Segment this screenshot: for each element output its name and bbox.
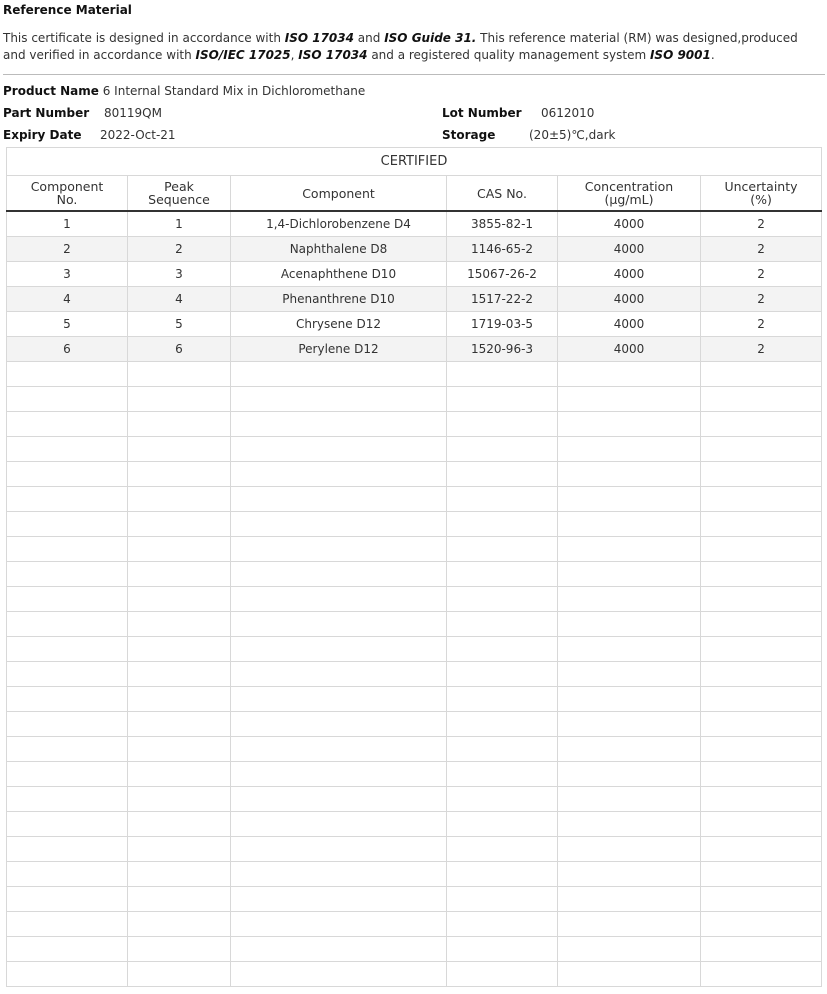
empty-cell [128,487,231,512]
cell-component: Acenaphthene D10 [231,262,447,287]
intro-text: , [290,48,299,62]
empty-cell [128,412,231,437]
empty-cell [231,762,447,787]
empty-cell [128,362,231,387]
empty-cell [447,887,558,912]
empty-cell [558,637,701,662]
iso-reference: ISO 17034 [298,48,368,62]
empty-table-row [7,662,822,687]
empty-cell [701,912,822,937]
empty-cell [558,862,701,887]
part-number-value: 80119QM [104,106,162,120]
table-caption: CERTIFIED [7,148,822,176]
empty-cell [447,687,558,712]
empty-cell [447,962,558,987]
cell-peak-sequence: 4 [128,287,231,312]
empty-cell [231,487,447,512]
empty-cell [447,387,558,412]
empty-cell [447,637,558,662]
empty-cell [128,637,231,662]
empty-table-row [7,462,822,487]
table-row [7,237,822,262]
header-peak-sequence [128,176,231,212]
header-line: Uncertainty [724,179,798,194]
part-number-label: Part Number [3,106,90,120]
empty-cell [7,362,128,387]
cell-cas-no: 1146-65-2 [447,237,558,262]
empty-cell [7,687,128,712]
empty-cell [447,937,558,962]
empty-cell [701,887,822,912]
empty-table-row [7,437,822,462]
cell-concentration: 4000 [558,237,701,262]
header-component: Component [231,176,447,212]
table-row [7,211,822,237]
empty-cell [701,362,822,387]
cell-component-no: 4 [7,287,128,312]
empty-table-row [7,512,822,537]
cell-peak-sequence: 6 [128,337,231,362]
empty-cell [7,787,128,812]
empty-cell [447,837,558,862]
empty-cell [447,612,558,637]
empty-cell [701,812,822,837]
header-line: No. [56,192,78,207]
empty-cell [558,837,701,862]
header-line: Peak [164,179,194,194]
empty-cell [701,962,822,987]
storage-label-wrap [442,128,495,142]
empty-cell [231,862,447,887]
empty-table-row [7,887,822,912]
empty-cell [128,887,231,912]
cell-component: Perylene D12 [231,337,447,362]
empty-cell [558,437,701,462]
iso-reference: ISO Guide 31. [384,31,477,45]
empty-cell [701,437,822,462]
empty-cell [128,762,231,787]
empty-cell [558,687,701,712]
empty-cell [447,487,558,512]
empty-cell [701,862,822,887]
header-line: (µg/mL) [604,192,654,207]
cell-uncertainty: 2 [701,312,822,337]
empty-cell [701,937,822,962]
iso-reference: ISO/IEC 17025 [195,48,291,62]
cell-uncertainty: 2 [701,211,822,237]
empty-cell [558,887,701,912]
empty-cell [701,787,822,812]
empty-table-row [7,537,822,562]
empty-cell [7,512,128,537]
cell-peak-sequence: 1 [128,211,231,237]
cell-cas-no: 1517-22-2 [447,287,558,312]
intro-text: This certificate is designed in accordance with [3,31,285,45]
empty-cell [447,762,558,787]
empty-table-row [7,712,822,737]
header-line: Concentration [584,179,674,194]
empty-cell [231,962,447,987]
empty-cell [7,837,128,862]
empty-cell [231,362,447,387]
empty-cell [701,412,822,437]
empty-table-row [7,837,822,862]
empty-cell [7,762,128,787]
empty-cell [558,787,701,812]
empty-cell [128,862,231,887]
empty-cell [558,662,701,687]
cell-uncertainty: 2 [701,337,822,362]
empty-cell [701,637,822,662]
empty-cell [701,387,822,412]
product-name-field [3,84,365,98]
empty-table-row [7,937,822,962]
empty-cell [447,662,558,687]
empty-table-row [7,637,822,662]
empty-cell [7,712,128,737]
header-line: (%) [750,192,772,207]
empty-cell [231,662,447,687]
lot-number-label-wrap [442,106,522,120]
cell-peak-sequence: 2 [128,237,231,262]
cell-component: 1,4-Dichlorobenzene D4 [231,211,447,237]
cell-cas-no: 1719-03-5 [447,312,558,337]
cell-cas-no: 3855-82-1 [447,211,558,237]
cell-component: Naphthalene D8 [231,237,447,262]
empty-cell [128,562,231,587]
empty-cell [558,737,701,762]
empty-cell [128,687,231,712]
empty-table-row [7,587,822,612]
intro-text: and [353,31,385,45]
cell-uncertainty: 2 [701,262,822,287]
empty-cell [447,362,558,387]
cell-concentration: 4000 [558,262,701,287]
empty-cell [558,487,701,512]
empty-cell [231,912,447,937]
cell-concentration: 4000 [558,287,701,312]
empty-cell [447,587,558,612]
empty-cell [558,362,701,387]
empty-cell [231,612,447,637]
empty-cell [447,862,558,887]
empty-cell [701,712,822,737]
empty-cell [231,437,447,462]
iso-reference: ISO 17034 [284,31,354,45]
empty-cell [128,712,231,737]
empty-cell [701,537,822,562]
expiry-date-label-wrap [3,128,82,142]
empty-cell [231,737,447,762]
empty-table-row [7,687,822,712]
empty-cell [447,712,558,737]
intro-text: and a registered quality management system [367,48,650,62]
empty-table-row [7,737,822,762]
empty-cell [231,812,447,837]
empty-cell [7,562,128,587]
empty-cell [7,962,128,987]
empty-cell [231,562,447,587]
empty-cell [7,462,128,487]
empty-cell [558,537,701,562]
cell-component: Phenanthrene D10 [231,287,447,312]
intro-text: . [710,48,715,62]
table-row [7,337,822,362]
table-row [7,262,822,287]
empty-cell [128,462,231,487]
empty-cell [128,387,231,412]
empty-cell [447,787,558,812]
table-row [7,287,822,312]
empty-cell [231,712,447,737]
empty-cell [701,687,822,712]
section-title: Reference Material [3,3,132,17]
empty-cell [701,612,822,637]
intro-text: This reference material (RM) was designed,produced and verified in accordance with [3,31,798,62]
empty-cell [7,487,128,512]
empty-cell [447,437,558,462]
empty-cell [128,837,231,862]
empty-cell [701,737,822,762]
empty-cell [128,662,231,687]
lot-number-label: Lot Number [442,106,522,120]
empty-cell [701,837,822,862]
empty-cell [447,462,558,487]
cell-peak-sequence: 3 [128,262,231,287]
header-uncertainty [701,176,822,212]
empty-cell [7,812,128,837]
empty-cell [447,812,558,837]
empty-cell [7,612,128,637]
table-row [7,312,822,337]
expiry-date-label: Expiry Date [3,128,82,142]
empty-table-row [7,912,822,937]
empty-cell [558,612,701,637]
cell-uncertainty: 2 [701,287,822,312]
empty-cell [128,787,231,812]
cell-peak-sequence: 5 [128,312,231,337]
empty-table-row [7,362,822,387]
empty-table-row [7,562,822,587]
empty-cell [558,812,701,837]
empty-cell [7,437,128,462]
empty-cell [7,662,128,687]
cell-component-no: 1 [7,211,128,237]
empty-cell [7,937,128,962]
empty-cell [558,587,701,612]
empty-cell [231,537,447,562]
iso-reference: ISO 9001 [649,48,711,62]
empty-cell [128,812,231,837]
empty-cell [701,662,822,687]
empty-cell [558,562,701,587]
empty-cell [128,437,231,462]
cell-concentration: 4000 [558,312,701,337]
empty-cell [128,512,231,537]
empty-cell [558,512,701,537]
lot-number-value: 0612010 [541,106,595,120]
empty-cell [447,912,558,937]
storage-label: Storage [442,128,496,142]
cell-component-no: 5 [7,312,128,337]
header-line: Sequence [148,192,210,207]
empty-cell [128,962,231,987]
table-header-row [7,176,822,212]
cell-component-no: 3 [7,262,128,287]
empty-cell [558,762,701,787]
empty-cell [231,687,447,712]
empty-cell [558,412,701,437]
empty-cell [231,637,447,662]
cell-concentration: 4000 [558,211,701,237]
empty-table-row [7,862,822,887]
empty-cell [701,587,822,612]
header-component-no [7,176,128,212]
empty-cell [558,937,701,962]
header-concentration [558,176,701,212]
empty-cell [128,937,231,962]
empty-table-row [7,812,822,837]
empty-cell [128,612,231,637]
empty-cell [558,912,701,937]
empty-cell [558,962,701,987]
empty-cell [701,462,822,487]
cell-component-no: 2 [7,237,128,262]
empty-table-row [7,412,822,437]
empty-cell [7,912,128,937]
empty-cell [128,587,231,612]
empty-cell [447,737,558,762]
cell-uncertainty: 2 [701,237,822,262]
empty-cell [558,712,701,737]
product-name-label: Product Name [3,84,99,98]
cell-cas-no: 15067-26-2 [447,262,558,287]
empty-cell [231,887,447,912]
cell-cas-no: 1520-96-3 [447,337,558,362]
empty-cell [701,562,822,587]
empty-cell [701,512,822,537]
empty-rows [7,362,822,987]
empty-cell [231,837,447,862]
empty-cell [7,737,128,762]
empty-cell [231,512,447,537]
empty-cell [7,537,128,562]
cell-concentration: 4000 [558,337,701,362]
empty-cell [7,637,128,662]
cell-component: Chrysene D12 [231,312,447,337]
empty-cell [231,587,447,612]
empty-cell [231,462,447,487]
empty-table-row [7,487,822,512]
divider [3,74,825,75]
empty-cell [701,487,822,512]
certified-table [6,147,822,987]
product-name-value: 6 Internal Standard Mix in Dichloromethane [102,84,366,98]
empty-cell [7,587,128,612]
expiry-date-value: 2022-Oct-21 [100,128,176,142]
empty-cell [558,462,701,487]
storage-value: (20±5)℃,dark [529,128,616,142]
empty-cell [7,887,128,912]
empty-cell [447,512,558,537]
empty-cell [447,537,558,562]
empty-cell [231,387,447,412]
part-number-label-wrap [3,106,89,120]
cell-component-no: 6 [7,337,128,362]
empty-table-row [7,962,822,987]
empty-table-row [7,787,822,812]
empty-table-row [7,387,822,412]
empty-cell [231,937,447,962]
empty-table-row [7,762,822,787]
empty-cell [701,762,822,787]
empty-cell [231,787,447,812]
empty-cell [447,562,558,587]
empty-cell [7,387,128,412]
header-cas-no: CAS No. [447,176,558,212]
empty-cell [558,387,701,412]
empty-table-row [7,612,822,637]
empty-cell [7,862,128,887]
intro-paragraph [3,30,823,64]
header-line: Component [30,179,104,194]
empty-cell [231,412,447,437]
empty-cell [128,537,231,562]
empty-cell [128,737,231,762]
empty-cell [128,912,231,937]
empty-cell [7,412,128,437]
empty-cell [447,412,558,437]
